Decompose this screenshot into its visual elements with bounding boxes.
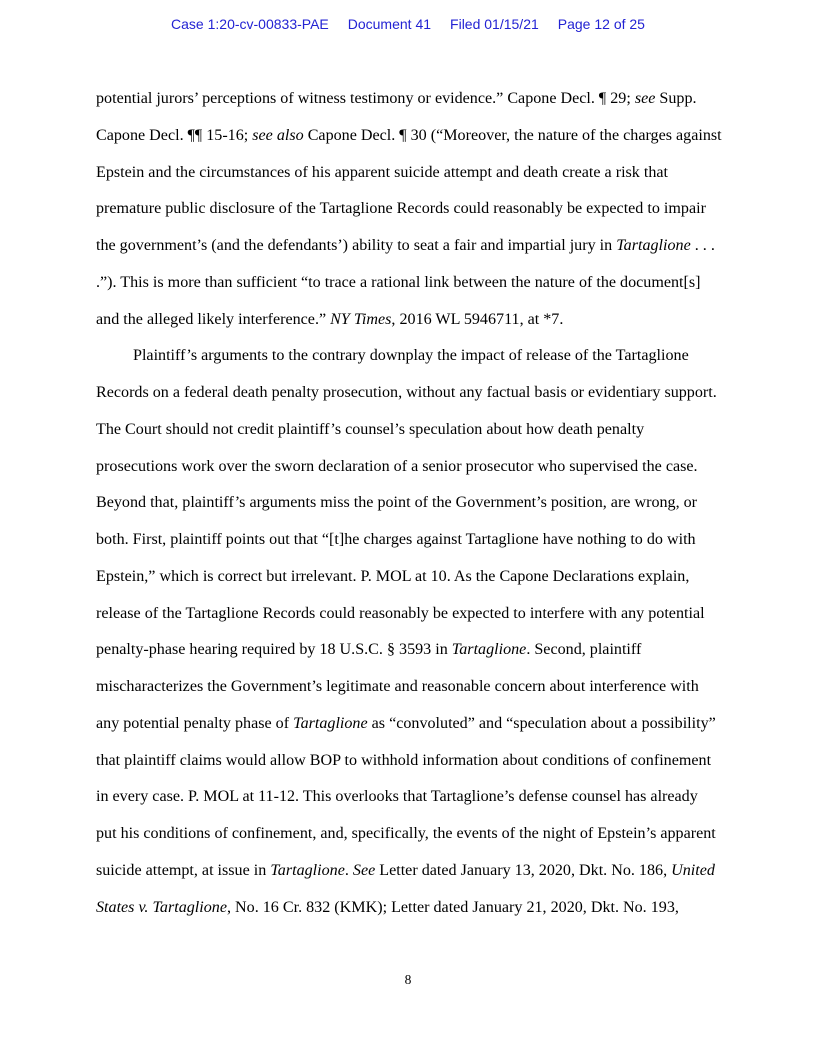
text-run: . . . .”). This is more than sufficient “to trace a rational link between the nature of the document[s] and the alleged likely interference.” (96, 237, 715, 328)
text-run: potential jurors’ perceptions of witness testimony or evidence.” Capone Decl. ¶ 29; (96, 90, 635, 107)
text-run-italic: see also (252, 126, 304, 144)
paragraph (96, 338, 722, 926)
text-run: Letter dated January 13, 2020, Dkt. No. 186, (375, 861, 672, 879)
text-run-italic: See (352, 861, 376, 879)
text-run: Plaintiff’s arguments to the contrary downplay the impact of release of the Tartaglione Records on a federal death penalty prosecution, without any factual basis or evidentiary support. The Court should not credit plaintiff’s counsel’s speculation about how death penalty prosecutions work over the sworn declaration of a senior prosecutor who supervised the case. Beyond that, plaintiff’s arguments miss the point of the Government’s position, are wrong, or both. First, plaintiff points out that “[t]he charges against Tartaglione have nothing to do with Epstein,” which is correct but irrelevant. P. MOL at 10. As the Capone Declarations explain, release of the Tartaglione Records could reasonably be expected to interfere with any potential penalty-phase hearing required by 18 U.S.C. § 3593 in (96, 347, 717, 659)
header-page-indicator: Page 12 of 25 (557, 16, 645, 32)
text-run: Capone Decl. ¶ 30 (“Moreover, the nature of the charges against Epstein and the circumstances of his apparent suicide attempt and death create a risk that premature public disclosure of the Tartaglione Records could reasonably be expected to impair the government’s (and the defendants’) ability to seat a fair and impartial jury in (96, 126, 722, 254)
text-run-italic: Tartaglione (293, 714, 368, 732)
header-case-number: Case 1:20-cv-00833-PAE (171, 16, 329, 32)
document-body (96, 81, 722, 926)
paragraph (96, 81, 722, 338)
text-run-italic: Tartaglione (616, 237, 691, 254)
text-run-italic: NY Times (330, 310, 392, 328)
text-run-italic: Tartaglione (270, 861, 345, 879)
header-document-number: Document 41 (347, 16, 432, 32)
text-run: . (344, 861, 353, 879)
text-run-italic: Tartaglione (451, 641, 527, 659)
text-run: , 2016 WL 5946711, at *7. (391, 310, 564, 328)
text-run: . Second, plaintiff mischaracterizes the Government’s legitimate and reasonable concern about interference with any potential penalty phase of (96, 641, 699, 732)
page-number: 8 (404, 972, 412, 987)
text-run-italic: see (634, 90, 656, 107)
text-run-italic: United States v. Tartaglione (96, 861, 715, 916)
text-run: Supp. Capone Decl. ¶¶ 15-16; (96, 90, 697, 144)
court-stamp-header (0, 16, 816, 32)
text-run: as “convoluted” and “speculation about a possibility” that plaintiff claims would allow BOP to withhold information about conditions of confinement in every case. P. MOL at 11-12. This overlooks that Tartaglione’s defense counsel has already put his conditions of confinement, and, specifically, the events of the night of Epstein’s apparent suicide attempt, at issue in (96, 714, 716, 879)
header-filed-date: Filed 01/15/21 (450, 16, 539, 32)
text-run: , No. 16 Cr. 832 (KMK); Letter dated January 21, 2020, Dkt. No. 193, (227, 898, 679, 916)
